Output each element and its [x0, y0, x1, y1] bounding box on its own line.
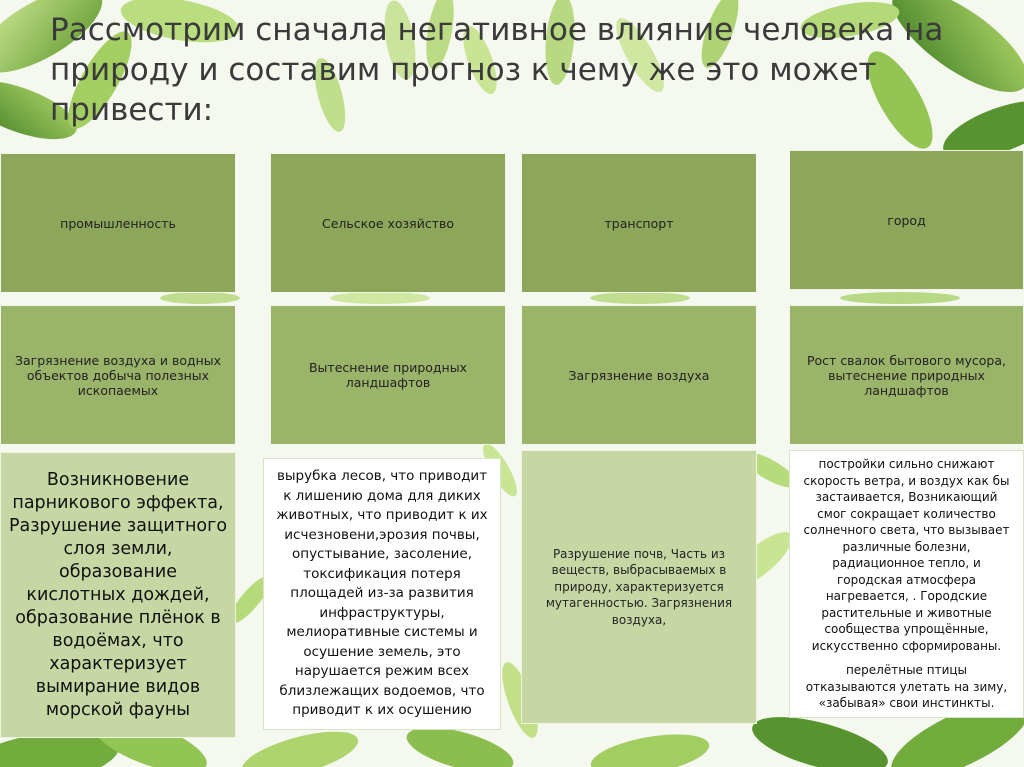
consequence-city-paragraph-1: постройки сильно снижают скорость ветра, и воздух как бы застаивается, Возникающий смог сокращает количество солнечного света, что вызывает различные болезни, радиационное тепло, и городская атмосфера нагревается, . Городские растительные и животные сообщества упрощённые, искусственно сформированы.	[803, 457, 1010, 653]
consequence-industry: Возникновение парникового эффекта, Разрушение защитного слоя земли, образование кислотных дождей, образование плёнок в водоёмах, что характеризует вымирание видов морской фауны	[0, 452, 236, 738]
impact-industry: Загрязнение воздуха и водных объектов добыча полезных ископаемых	[0, 305, 236, 445]
consequence-city-paragraph-2: перелётные птицы отказываются улетать на зиму, «забывая» свои инстинкты.	[805, 663, 1008, 711]
impact-agriculture: Вытеснение природных ландшафтов	[270, 305, 506, 445]
slide-title: Рассмотрим сначала негативное влияние человека на природу и составим прогноз к чему же это может привести:	[50, 12, 944, 128]
header-transport: транспорт	[521, 153, 757, 293]
consequence-agriculture: вырубка лесов, что приводит к лишению дома для диких животных, что приводит к их исчезновени,эрозия почвы, опустывание, засоление, токсификация потеря площадей из-за развития инфраструктуры, мелиоративные системы и осушение земель, это нарушается режим всех близлежащих водоемов, что приводит к их осушению	[263, 458, 501, 730]
header-agriculture: Сельское хозяйство	[270, 153, 506, 293]
impact-city: Рост свалок бытового мусора, вытеснение природных ландшафтов	[789, 305, 1024, 445]
consequence-city	[789, 450, 1024, 718]
header-industry: промышленность	[0, 153, 236, 293]
consequence-transport: Разрушение почв, Часть из веществ, выбрасываемых в природу, характеризуется мутагенностью. Загрязнения воздуха,	[521, 450, 757, 724]
leaf-strip-middle	[160, 292, 960, 304]
header-city: город	[789, 150, 1024, 290]
impact-transport: Загрязнение воздуха	[521, 305, 757, 445]
